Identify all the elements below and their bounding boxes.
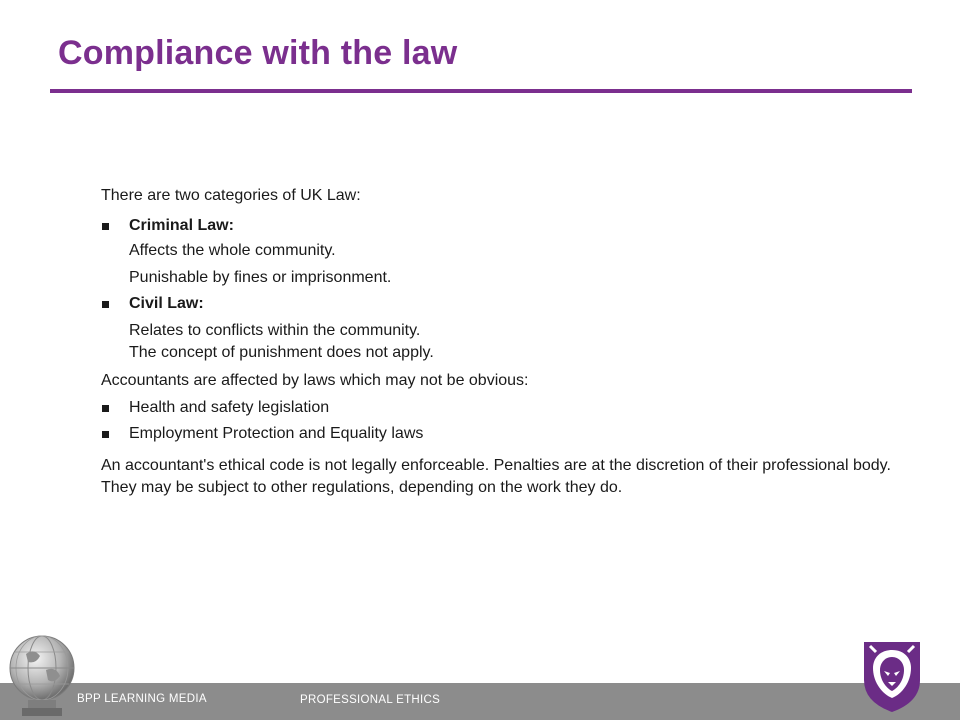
closing-line-1: An accountant's ethical code is not legally enforceable. Penalties are at the discretion of their professional body. [101, 457, 891, 474]
bullet-civil [102, 301, 109, 308]
title-divider [50, 89, 912, 93]
law-item-employment: Employment Protection and Equality laws [129, 425, 424, 442]
globe-logo-icon [6, 630, 78, 718]
slide-title: Compliance with the law [58, 34, 458, 72]
civil-law-heading: Civil Law: [129, 295, 204, 312]
intro-text: There are two categories of UK Law: [101, 187, 361, 204]
criminal-law-heading: Criminal Law: [129, 217, 234, 234]
criminal-law-line-1: Affects the whole community. [129, 242, 336, 259]
bullet-health-safety [102, 405, 109, 412]
law-item-health-safety: Health and safety legislation [129, 399, 330, 416]
footer-course-label: PROFESSIONAL ETHICS [300, 694, 441, 706]
closing-line-2: They may be subject to other regulations, depending on the work they do. [101, 479, 623, 496]
bullet-criminal [102, 223, 109, 230]
civil-law-line-1: Relates to conflicts within the community. [129, 322, 421, 339]
civil-law-line-2: The concept of punishment does not apply. [129, 344, 434, 361]
bullet-employment [102, 431, 109, 438]
accountants-intro: Accountants are affected by laws which may not be obvious: [101, 372, 529, 389]
footer-brand-label: BPP LEARNING MEDIA [77, 693, 207, 705]
lion-shield-logo-icon [860, 638, 924, 714]
criminal-law-line-2: Punishable by fines or imprisonment. [129, 269, 392, 286]
